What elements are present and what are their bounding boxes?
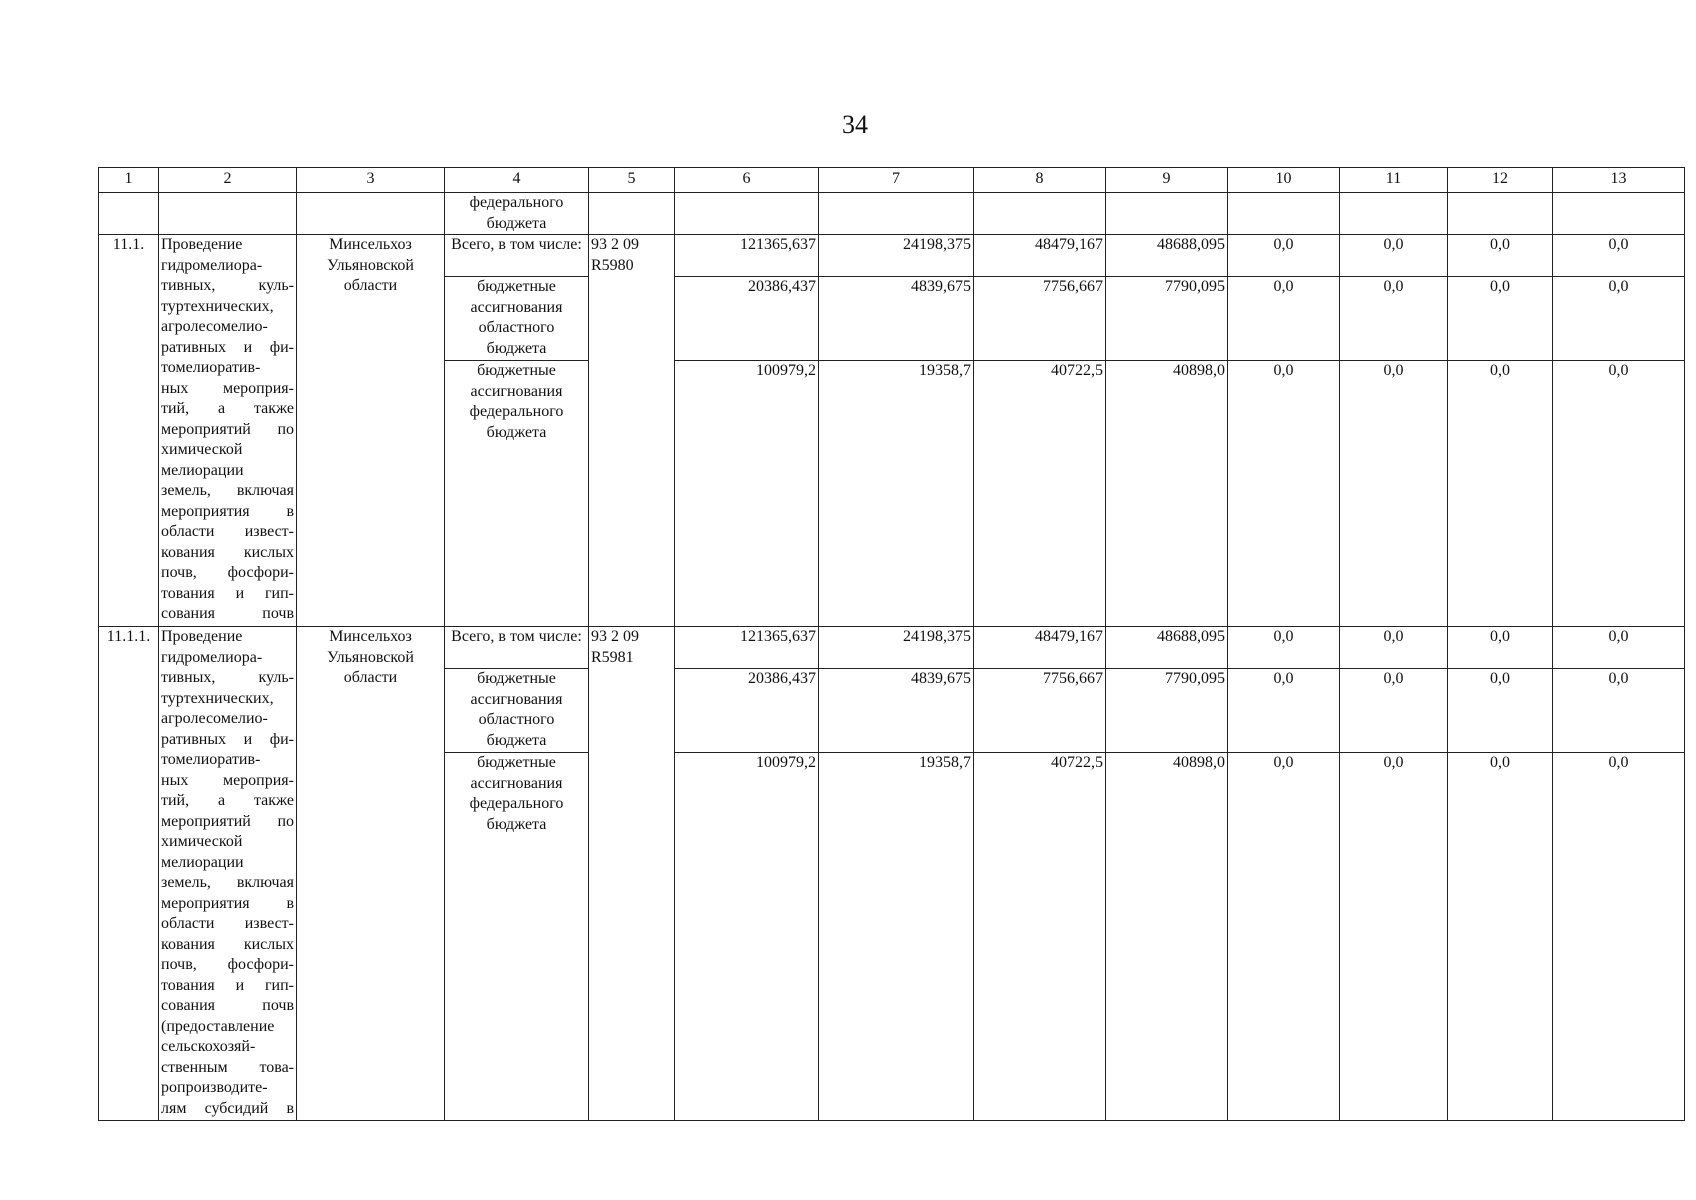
header-cell: 9 <box>1106 168 1228 193</box>
description-line: тования и гип- <box>161 584 294 602</box>
description-line: томелиоратив- <box>161 359 261 376</box>
value-cell: 0,0 <box>1448 669 1553 753</box>
description-line: сования почв <box>161 997 294 1014</box>
description-line: почв, фосфори- <box>161 956 294 973</box>
description-line: Проведение <box>161 628 243 645</box>
description-line: Проведение <box>161 236 243 253</box>
description-line: земель, включая <box>161 482 294 499</box>
header-cell: 7 <box>819 168 974 193</box>
value-cell: 0,0 <box>1228 361 1340 627</box>
description-line: кования кислых <box>161 935 294 953</box>
value-cell: 0,0 <box>1553 669 1685 753</box>
continuation-row <box>99 193 1685 235</box>
value-cell: 0,0 <box>1340 277 1448 361</box>
executor-cell: Минсельхоз Ульяновской области <box>297 235 445 627</box>
source-cell: бюджетные ассигнования областного бюджета <box>445 669 589 753</box>
header-cell: 2 <box>159 168 297 193</box>
description-line: тования и гип- <box>161 976 294 994</box>
value-cell: 0,0 <box>1228 277 1340 361</box>
description-line: мероприятия в <box>161 894 294 912</box>
description-line: ративных и фи- <box>161 338 294 356</box>
description-line: туртехнических, <box>161 297 274 315</box>
description-line: почв, фосфори- <box>161 564 294 581</box>
description-line: сельскохозяй- <box>161 1038 256 1055</box>
header-cell: 8 <box>974 168 1106 193</box>
value-cell: 7756,667 <box>974 277 1106 361</box>
description-line: мероприятий по <box>161 420 294 438</box>
value-cell: 7756,667 <box>974 669 1106 753</box>
header-cell: 10 <box>1228 168 1340 193</box>
description-line: мелиорации <box>161 853 244 871</box>
value-cell: 121365,637 <box>675 627 819 669</box>
value-cell: 40722,5 <box>974 361 1106 627</box>
header-cell: 3 <box>297 168 445 193</box>
description-line: мероприятий по <box>161 812 294 830</box>
item-description <box>159 627 297 1121</box>
value-cell: 40898,0 <box>1106 361 1228 627</box>
value-cell: 24198,375 <box>819 235 974 277</box>
value-cell: 4839,675 <box>819 669 974 753</box>
value-cell: 0,0 <box>1553 627 1685 669</box>
value-cell: 100979,2 <box>675 361 819 627</box>
value-cell: 24198,375 <box>819 627 974 669</box>
value-cell: 0,0 <box>1228 753 1340 1121</box>
description-line: химической <box>161 833 243 850</box>
description-line: (предоставление <box>161 1017 275 1035</box>
value-cell: 48688,095 <box>1106 235 1228 277</box>
description-line: гидромелиора- <box>161 256 263 274</box>
source-cell: бюджетные ассигнования федерального бюджета <box>445 361 589 627</box>
value-cell: 7790,095 <box>1106 669 1228 753</box>
description-line: кования кислых <box>161 543 294 561</box>
value-cell: 0,0 <box>1448 361 1553 627</box>
item-description <box>159 235 297 627</box>
table-row <box>99 627 1685 669</box>
value-cell: 20386,437 <box>675 669 819 753</box>
source-cell: бюджетные ассигнования федерального бюджета <box>445 753 589 1121</box>
header-cell: 6 <box>675 168 819 193</box>
value-cell: 0,0 <box>1553 753 1685 1121</box>
description-line: гидромелиора- <box>161 648 263 666</box>
value-cell: 0,0 <box>1340 627 1448 669</box>
header-cell: 11 <box>1340 168 1448 193</box>
description-line: ственным това- <box>161 1058 294 1076</box>
description-line: тивных, куль- <box>161 669 294 686</box>
value-cell: 19358,7 <box>819 753 974 1121</box>
header-cell: 12 <box>1448 168 1553 193</box>
value-cell: 4839,675 <box>819 277 974 361</box>
value-cell: 0,0 <box>1448 753 1553 1121</box>
description-line: тий, а также <box>161 792 294 809</box>
value-cell: 0,0 <box>1228 235 1340 277</box>
value-cell: 0,0 <box>1340 753 1448 1121</box>
item-number: 11.1. <box>99 235 159 627</box>
value-cell: 0,0 <box>1448 627 1553 669</box>
description-line: ропроизводите- <box>161 1079 268 1096</box>
description-line: лям субсидий в <box>161 1099 294 1117</box>
source-cell: федерального бюджета <box>445 193 589 235</box>
value-cell: 48688,095 <box>1106 627 1228 669</box>
source-cell: бюджетные ассигнования областного бюджета <box>445 277 589 361</box>
header-cell: 4 <box>445 168 589 193</box>
budget-code: 93 2 09 R5980 <box>589 235 675 627</box>
description-line: ративных и фи- <box>161 730 294 748</box>
value-cell: 0,0 <box>1553 235 1685 277</box>
source-cell: Всего, в том числе: <box>445 235 589 277</box>
description-line: области извест- <box>161 523 294 540</box>
value-cell: 0,0 <box>1228 669 1340 753</box>
value-cell: 0,0 <box>1448 277 1553 361</box>
value-cell: 0,0 <box>1340 669 1448 753</box>
description-line: мероприятия в <box>161 502 294 520</box>
description-line: ных мероприя- <box>161 771 294 789</box>
description-line: ных мероприя- <box>161 379 294 397</box>
description-line: мелиорации <box>161 461 244 479</box>
value-cell: 100979,2 <box>675 753 819 1121</box>
description-line: земель, включая <box>161 874 294 891</box>
table-row <box>99 235 1685 277</box>
item-number: 11.1.1. <box>99 627 159 1121</box>
description-line: туртехнических, <box>161 689 274 707</box>
value-cell: 0,0 <box>1340 361 1448 627</box>
value-cell: 0,0 <box>1553 277 1685 361</box>
description-line: агролесомелио- <box>161 318 268 335</box>
header-row <box>99 168 1685 193</box>
header-cell: 13 <box>1553 168 1685 193</box>
value-cell: 0,0 <box>1448 235 1553 277</box>
description-line: агролесомелио- <box>161 710 268 727</box>
value-cell: 0,0 <box>1340 235 1448 277</box>
budget-table <box>98 167 1685 1121</box>
value-cell: 40722,5 <box>974 753 1106 1121</box>
value-cell: 0,0 <box>1553 361 1685 627</box>
value-cell: 121365,637 <box>675 235 819 277</box>
value-cell: 19358,7 <box>819 361 974 627</box>
budget-code: 93 2 09 R5981 <box>589 627 675 1121</box>
executor-cell: Минсельхоз Ульяновской области <box>297 627 445 1121</box>
description-line: тивных, куль- <box>161 277 294 294</box>
description-line: химической <box>161 441 243 458</box>
description-line: томелиоратив- <box>161 751 261 768</box>
value-cell: 0,0 <box>1228 627 1340 669</box>
value-cell: 40898,0 <box>1106 753 1228 1121</box>
header-cell: 1 <box>99 168 159 193</box>
description-line: тий, а также <box>161 400 294 417</box>
value-cell: 48479,167 <box>974 627 1106 669</box>
value-cell: 20386,437 <box>675 277 819 361</box>
source-cell: Всего, в том числе: <box>445 627 589 669</box>
description-line: области извест- <box>161 915 294 932</box>
value-cell: 48479,167 <box>974 235 1106 277</box>
header-cell: 5 <box>589 168 675 193</box>
page-number: 34 <box>842 110 868 139</box>
value-cell: 7790,095 <box>1106 277 1228 361</box>
description-line: сования почв <box>161 605 294 622</box>
